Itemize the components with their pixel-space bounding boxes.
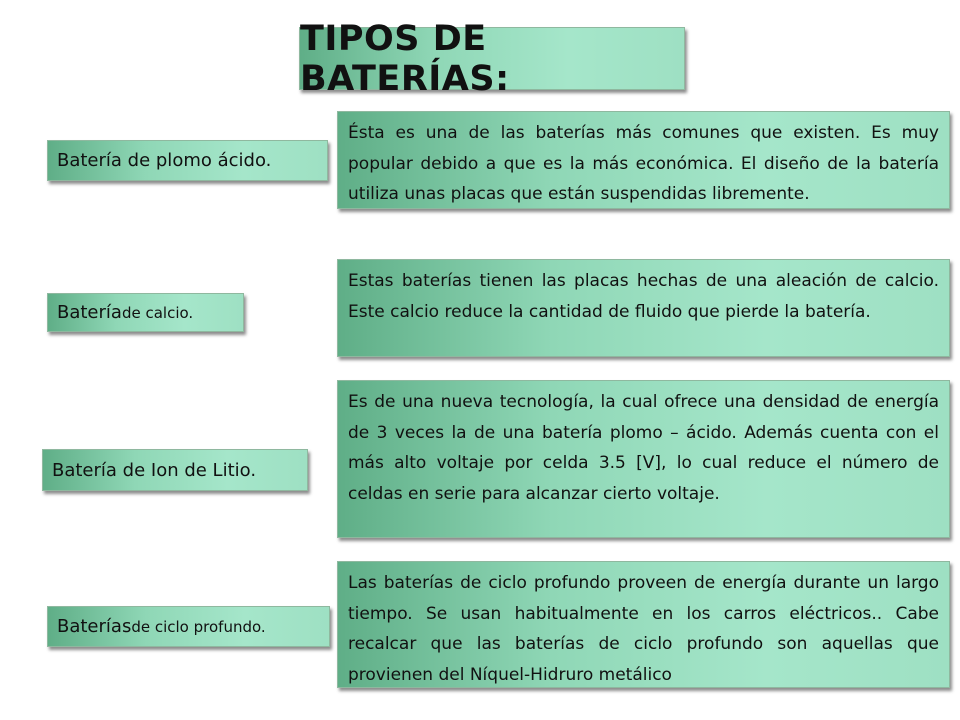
- description-text: Estas baterías tienen las placas hechas de una aleación de calcio. Este calcio reduce la cantidad de fluido que pierde la batería.: [348, 271, 939, 322]
- label-ciclo-profundo: [47, 606, 330, 647]
- description-text: Es de una nueva tecnología, la cual ofrece una densidad de energía de 3 veces la de una batería plomo – ácido. Además cuenta con el más alto voltaje por celda 3.5 [V], lo cual reduce el número de celdas en serie para alcanzar cierto voltaje.: [348, 392, 939, 504]
- page-title: TIPOS DE BATERÍAS:: [299, 27, 685, 90]
- label-main: Baterías: [57, 616, 132, 637]
- label-main: Batería de plomo ácido.: [57, 150, 272, 171]
- label-ion-litio: [42, 449, 308, 491]
- label-main: Batería: [57, 302, 122, 323]
- description-ciclo-profundo: [337, 561, 950, 688]
- label-calcio: [47, 293, 244, 332]
- label-small: de calcio.: [121, 303, 194, 322]
- label-small: de ciclo profundo.: [131, 617, 266, 636]
- description-text: Ésta es una de las baterías más comunes que existen. Es muy popular debido a que es la más económica. El diseño de la batería utiliza unas placas que están suspendidas libremente.: [348, 123, 939, 204]
- description-text: Las baterías de ciclo profundo proveen de energía durante un largo tiempo. Se usan habitualmente en los carros eléctricos.. Cabe recalcar que las baterías de ciclo profundo son aquellas que provienen del Níquel-Hidruro metálico: [348, 573, 939, 685]
- label-plomo-acido: [47, 140, 328, 181]
- description-ion-litio: [337, 380, 950, 538]
- description-plomo-acido: [337, 111, 950, 209]
- label-main: Batería de Ion de Litio.: [52, 459, 257, 481]
- description-calcio: [337, 259, 950, 357]
